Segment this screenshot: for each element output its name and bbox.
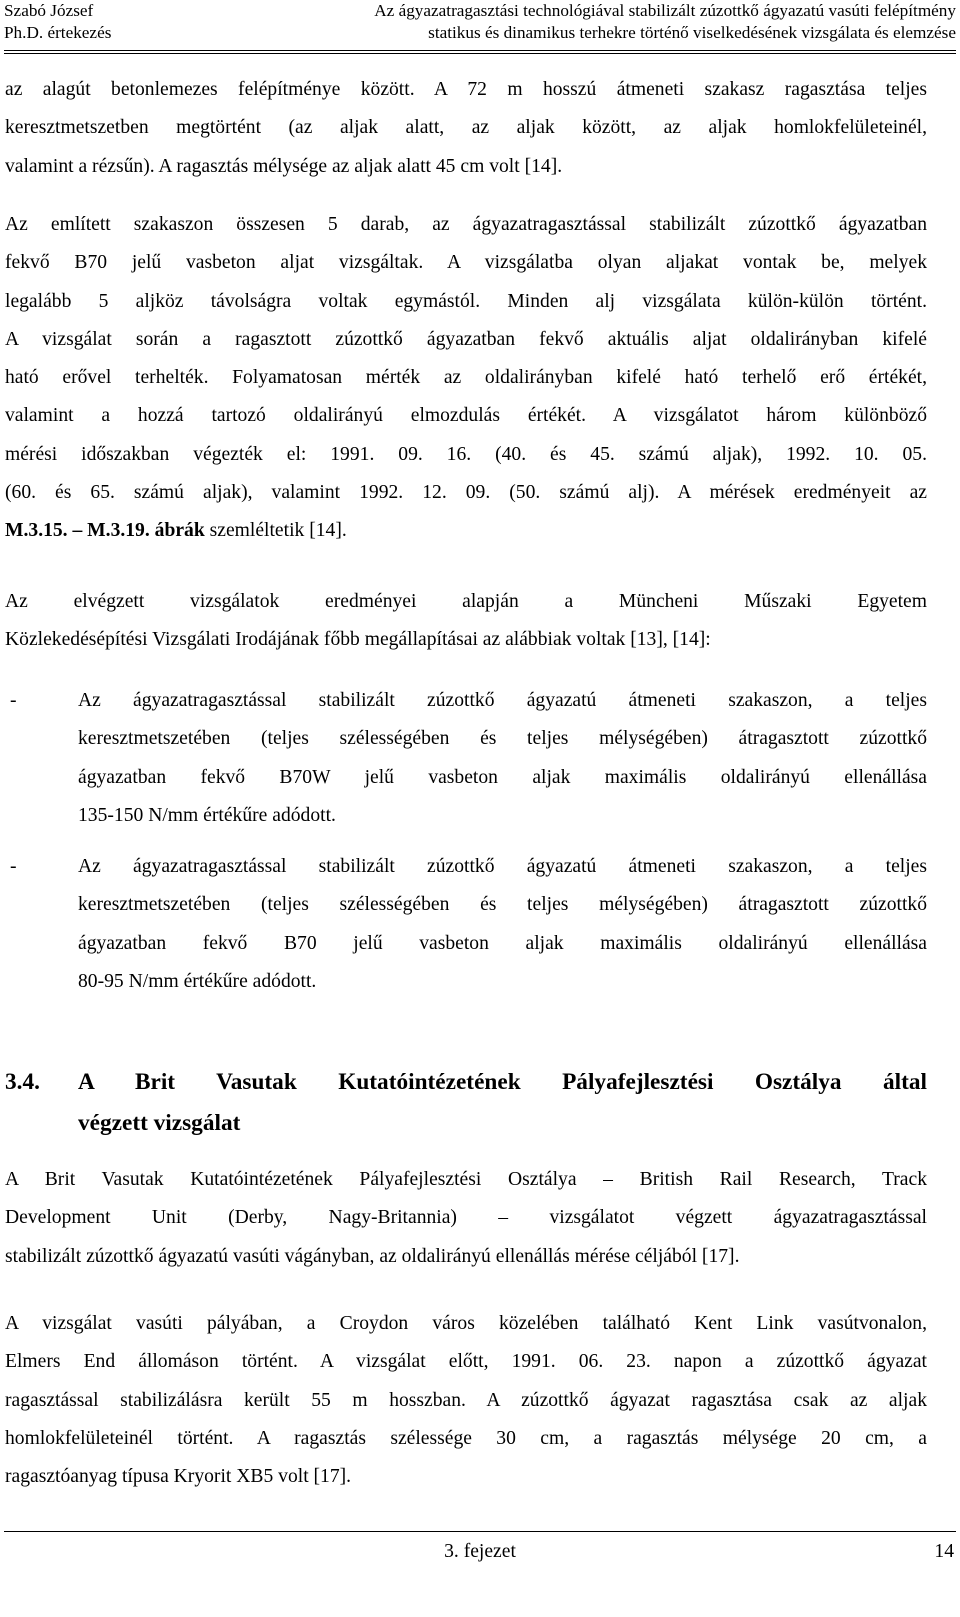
text-line: fekvő B70 jelű vasbeton aljat vizsgáltak. A vizsgálatba olyan aljakat vontak be, melyek — [5, 252, 927, 274]
list-item-text — [78, 682, 927, 835]
text-line: stabilizált zúzottkő ágyazatú vasúti vágányban, az oldalirányú ellenállás mérése céljából [17]. — [5, 1245, 740, 1267]
header-title-line-2: statikus és dinamikus terhekre történő viselkedésének vizsgálata és elemzése — [428, 23, 956, 42]
text-line: A Brit Vasutak Kutatóintézetének Pályafejlesztési Osztálya – British Rail Research, Track — [5, 1169, 927, 1190]
footer-divider — [4, 1531, 956, 1532]
text-line: keresztmetszetében (teljes szélességében és teljes mélységében) átragasztott zúzottkő — [78, 728, 927, 750]
figure-reference: M.3.15. – M.3.19. ábrák — [5, 520, 205, 542]
text-fragment: szemléltetik [14]. — [204, 520, 347, 542]
text-line: legalább 5 aljköz távolságra voltak egymástól. Minden alj vizsgálata külön-külön történt. — [5, 290, 927, 312]
text-line: Az elvégzett vizsgálatok eredményei alapján a Müncheni Műszaki Egyetem — [5, 591, 927, 612]
text-line: 135-150 N/mm értékűre adódott. — [78, 804, 336, 826]
text-line: mérési időszakban végezték el: 1991. 09. 16. (40. és 45. számú aljak), 1992. 10. 05. — [5, 443, 927, 465]
footer-chapter: 3. fejezet — [444, 1541, 516, 1562]
text-line — [5, 512, 927, 550]
text-line: (60. és 65. számú aljak), valamint 1992. 12. 09. (50. számú alj). A mérések eredményeit az — [5, 482, 927, 504]
paragraph-3 — [5, 583, 927, 660]
text-line: Közlekedésépítési Vizsgálati Irodájának főbb megállapításai az alábbiak voltak [13], [14]: — [5, 629, 711, 651]
page-number: 14 — [934, 1541, 954, 1562]
text-line: 80-95 N/mm értékűre adódott. — [78, 970, 317, 992]
text-line: A vizsgálat vasúti pályában, a Croydon város közelében található Kent Link vasútvonalon, — [5, 1313, 927, 1334]
section-title-line: A Brit Vasutak Kutatóintézetének Pályafejlesztési Osztálya által — [78, 1069, 927, 1095]
text-line: Az ágyazatragasztással stabilizált zúzottkő ágyazatú átmeneti szakaszon, a teljes — [78, 856, 927, 877]
text-line: homlokfelületeinél történt. A ragasztás szélessége 30 cm, a ragasztás mélysége 20 cm, a — [5, 1427, 927, 1449]
text-line: Development Unit (Derby, Nagy-Britannia) – vizsgálatot végzett ágyazatragasztással — [5, 1207, 927, 1229]
list-item-text — [78, 848, 927, 1001]
section-title-line: végzett vizsgálat — [78, 1110, 241, 1136]
section-title — [78, 1062, 927, 1144]
text-line: valamint a rézsűn). A ragasztás mélysége az aljak alatt 45 cm volt [14]. — [5, 155, 563, 177]
text-line: ágyazatban fekvő B70 jelű vasbeton aljak maximális oldalirányú ellenállása — [78, 932, 927, 954]
header-degree: Ph.D. értekezés — [4, 23, 112, 42]
list-dash: - — [10, 856, 17, 877]
text-line: ragasztóanyag típusa Kryorit XB5 volt [17]. — [5, 1466, 352, 1488]
text-line: ható erővel terhelték. Folyamatosan mérték az oldalirányban kifelé ható terhelő erő értékét, — [5, 367, 927, 389]
header-divider — [4, 50, 956, 54]
header-title-line-1: Az ágyazatragasztási technológiával stabilizált zúzottkő ágyazatú vasúti felépítmény — [374, 1, 956, 20]
text-line: Az említett szakaszon összesen 5 darab, az ágyazatragasztással stabilizált zúzottkő ágyazatban — [5, 214, 927, 235]
section-number: 3.4. — [5, 1069, 40, 1095]
paragraph-1 — [5, 71, 927, 186]
list-dash: - — [10, 690, 17, 711]
text-line: ragasztással stabilizálásra került 55 m hosszban. A zúzottkő ágyazat ragasztása csak az aljak — [5, 1389, 927, 1411]
text-line: Elmers End állomáson történt. A vizsgálat előtt, 1991. 06. 23. napon a zúzottkő ágyazat — [5, 1351, 927, 1373]
text-line: valamint a hozzá tartozó oldalirányú elmozdulás értékét. A vizsgálatot három különböző — [5, 405, 927, 427]
paragraph-4 — [5, 1161, 927, 1276]
text-line: keresztmetszetében (teljes szélességében és teljes mélységében) átragasztott zúzottkő — [78, 894, 927, 916]
text-line: az alagút betonlemezes felépítménye között. A 72 m hosszú átmeneti szakasz ragasztása teljes — [5, 79, 927, 100]
paragraph-5 — [5, 1305, 927, 1496]
header-author: Szabó József — [4, 1, 94, 20]
text-line: ágyazatban fekvő B70W jelű vasbeton aljak maximális oldalirányú ellenállása — [78, 766, 927, 788]
text-line: A vizsgálat során a ragasztott zúzottkő ágyazatban fekvő aktuális aljat oldalirányban kifelé — [5, 328, 927, 350]
paragraph-2 — [5, 206, 927, 551]
page-header — [4, 0, 956, 54]
text-line: Az ágyazatragasztással stabilizált zúzottkő ágyazatú átmeneti szakaszon, a teljes — [78, 690, 927, 711]
text-line: keresztmetszetben megtörtént (az aljak alatt, az aljak között, az aljak homlokfelületeinél, — [5, 117, 927, 139]
